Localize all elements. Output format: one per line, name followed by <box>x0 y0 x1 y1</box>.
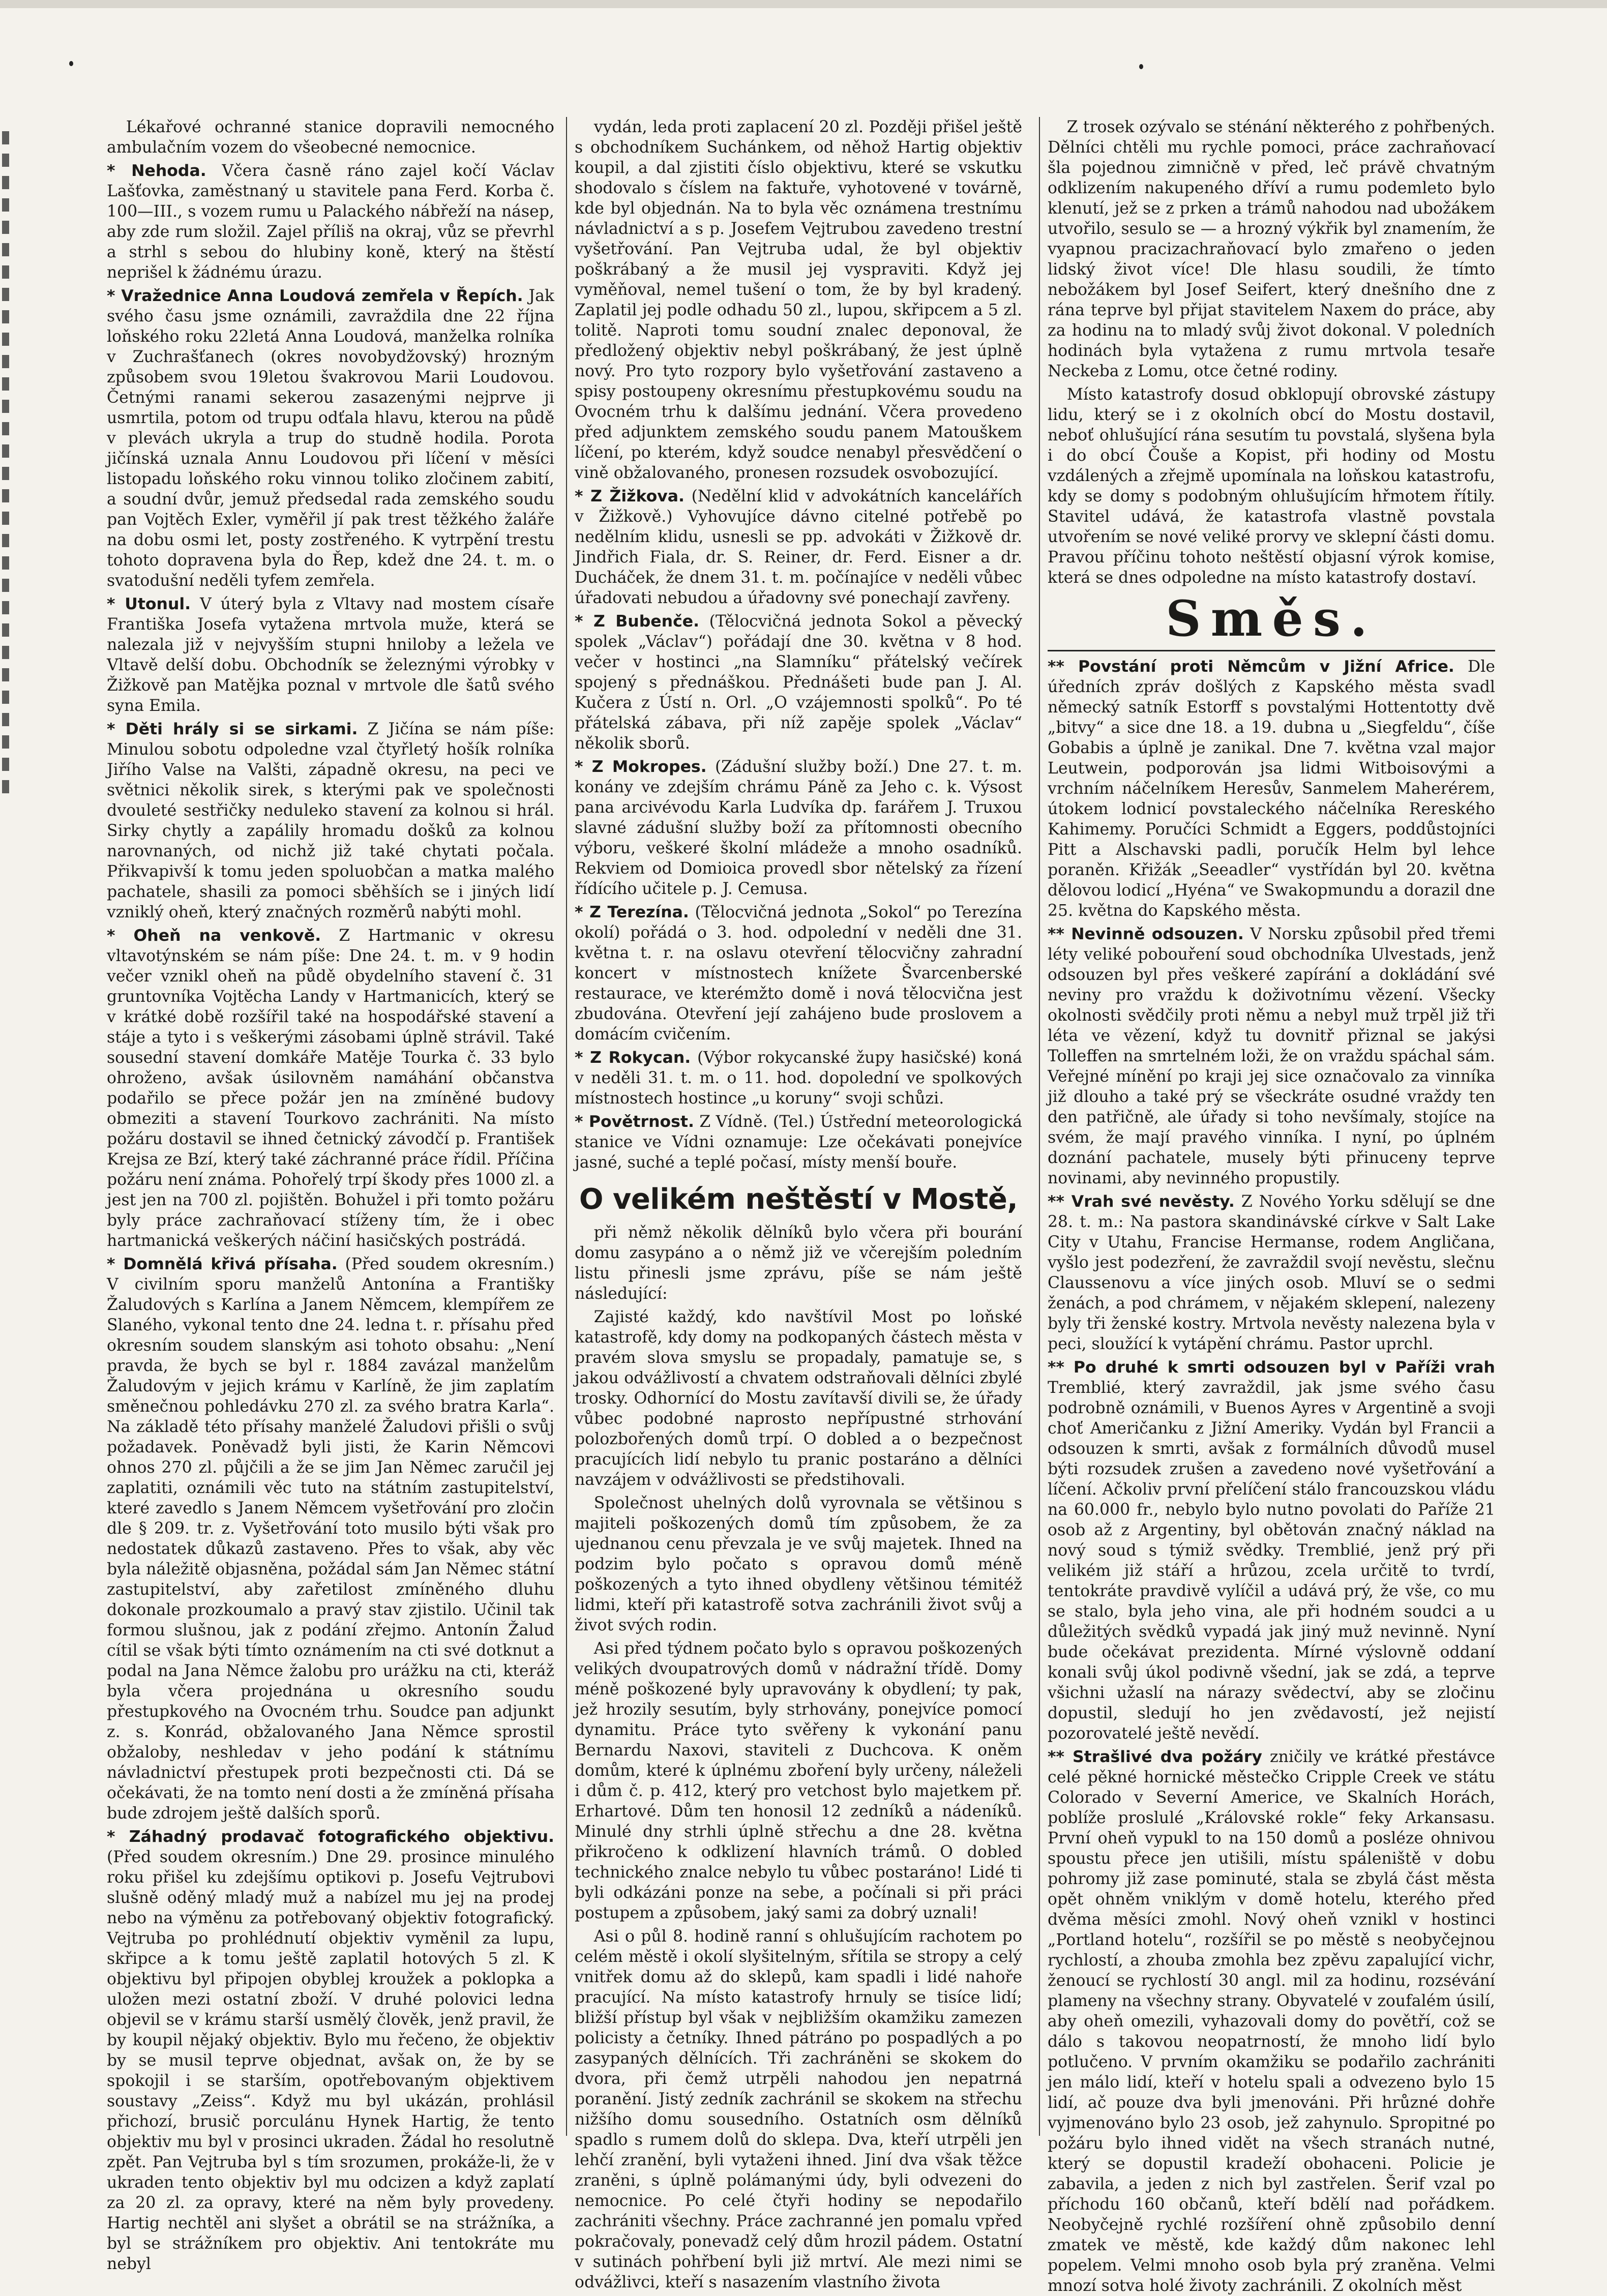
page-speck <box>1139 64 1143 69</box>
news-item <box>107 719 554 922</box>
news-item-body: V Norsku způsobil před třemi léty veliké pobouření soud obchodníka Ulvestads, jenž odsouzen byl přes veškeré zapírání a dokládání své neviny pro vraždu k doživotnímu vězení. Všecky okolnosti svědčily proti němu a nebyl muž trpěl již tři léta ve vězení, když tu dovnitř přiznal se jakýsi Tolleffen na smrtelném loži, že on vraždu spáchal sám. Veřejné mínění po kraji jej sice označovalo za vinníka již dlouho a také prý se všeckráte osudné vraždy ten den patřičně, ale úřady si toho nevšímaly, stojíce na svém, že mají pravého vinníka. I nyní, po úplném doznání pachatele, musely býti přinuceny teprve novinami, aby nevinného propustily. <box>1048 925 1495 1187</box>
news-item-body: (Tělocvičná jednota „Sokol“ po Terezína okolí) pořádá o 3. hod. odpolední v neděli dne 31. května t. r. na oslavu otevření tělocvičny zahradní koncert v místnostech knížete Švarcenberské restaurace, ve kterémžto domě i nová tělocvična jest zbudována. Otevření její zahájeno bude proslovem a domácím cvičením. <box>575 903 1023 1043</box>
news-item <box>575 1307 1022 1490</box>
news-item-body: Z Vídně. (Tel.) Ústřední meteorologická stanice ve Vídni oznamuje: Lze očekávati ponejvíce jasné, suché a teplé počasí, místy menší bouře. <box>575 1113 1022 1172</box>
column-rule <box>566 117 567 2136</box>
edge-mark <box>2 556 9 570</box>
news-item-body: V úterý byla z Vltavy nad mostem císaře Františka Josefa vytažena mrtvola muže, která se nalezala již v nejvyšším stupni hniloby a ležela ve Vltavě delší dobu. Obchodník se železnými výrobky v Žižkově pan Matějka poznal v mrtvole dle šatů svého syna Emila. <box>107 595 554 715</box>
news-item-heading: * Vražednice Anna Loudová zemřela v Řepích. <box>107 287 523 305</box>
news-item-body: Společnost uhelných dolů vyrovnala se většinou s majiteli poškozených domů tím způsobem, že za ujednanou cenu převzala je ve svůj majetek. Ihned na podzim bylo počato s opravou domů méně poškozených a tyto ihned obydleny většinou témitéž lidmi, kteří při katastrofě sotva zachránili život svůj a život svých rodin. <box>575 1494 1022 1634</box>
article-headline: O velikém neštěstí v Mostě, <box>579 1183 1018 1216</box>
news-item <box>1048 657 1495 921</box>
edge-mark <box>2 489 9 502</box>
news-item-heading: * Z Mokropes. <box>575 758 707 776</box>
news-item-heading: * Oheň na venkově. <box>107 927 321 945</box>
news-item-body: zničily ve krátké přestávce celé pěkné hornické městečko Cripple Creek ve státu Colorado v Severní Americe, ve Skalních Horách, poblíže proslulé „Královské rokle“ feky Arkansasu. První oheň vypukl to na 150 domů a posléze ohnivou spoustu přece jen utišili, místu spáleniště v dobu pohromy již zase pominuté, stala se zbylá část města opět ohněm vniklým v domě hotelu, kterého před dvěma měsíci zmohl. Nový oheň vznikl v hostinci „Portland hotelu“, rozšířil se po městě s neobyčejnou rychlostí, a zhouba zmohla bez zpěvu zapalující vichr, ženoucí se rychlostí 30 angl. mil za hodinu, rozsévání plameny na všechny strany. Obyvatelé v zoufalém úsilí, aby oheň omezili, vyhazovali domy do povětří, což se dálo s takovou neopatrností, že mnoho lidí bylo potlučeno. V prvním okamžiku se podařilo zachrániti jen málo lidí, kteří v hotelu spali a odvezeno bylo 15 lidí, ač pouze dva byli jmenováni. Při hrůzné dohře vyjmenováno bylo 23 osob, jež zahynulo. Spropitné po požáru bylo ihned vidět na všech stranách nutné, který se dopustil kradeží obohaceni. Policie je zabavila, a jeden z nich byl zastřelen. Šerif vzal po příchodu 160 občanů, kteří bdělí nad pořádkem. Neobyčejně rychlé rozšíření ohně způsobilo denní zmatek ve městě, kde každý dům nakonec lehl popelem. Velmi mnoho osob byla prý zraněna. Velmi mnozí sotva holé životy zachránili. Z okolních měst <box>1048 1748 1496 2295</box>
news-item <box>575 1222 1022 1304</box>
news-item-body: Zajisté každý, kdo navštívil Most po loňské katastrofě, kdy domy na podkopaných částech města v pravém slova smyslu se propadaly, pamatuje se, s jakou odvážlivostí a chvatem odstraňovali dělníci zbylé trosky. Odhornící do Mostu zavítavší divili se, že úřady vůbec podobné naprosto nepřípustné strhování polozbořených domů trpí. O dobled a o bezpečnost pracujících lidí nebylo tu pranic postaráno a dělníci navzájem v odvážlivosti se předstihovali. <box>575 1308 1022 1489</box>
edge-mark <box>2 422 9 435</box>
news-item <box>107 926 554 1251</box>
news-item-body: Z trosek ozývalo se sténání některého z pohřbených. Dělníci chtěli mu rychle pomoci, práce zachraňovací šla pojednou zimničně v před, leč právě chvatným odklizením nakupeného dříví a rumu podemleto bylo klenutí, jež se z prken a trámů nahodou nad ubožákem utvořilo, sesulo se — a hrozný výkřik byl znamením, že vyapnou pracizachraňovací bylo zmařeno o jeden lidský život více! Dle hlasu soudili, že tímto nebožákem byl Josef Seifert, který dnešního dne z rána teprve byl přijat stavitelem Naxem do práce, aby za hodinu na to mladý svůj život dokonal. V poledních hodinách byla vytažena z rumu mrtvola tesaře Neckeba z Lomu, otce četné rodiny. <box>1048 118 1495 380</box>
news-item-body: (Nedělní klid v advokátních kancelářích v Žižkově.) Vyhovujíce dávno citelné potřebě po nedělním klidu, usnesli se pp. advokáti v Žižkově dr. Jindřich Fiala, dr. S. Reiner, dr. Ferd. Eisner a dr. Ducháček, že dnem 31. t. m. počínajíce v neděli vůbec úřadovati nebudou a úřadovny své ponechají zavřeny. <box>575 487 1022 607</box>
news-item-heading: * Nehoda. <box>107 162 206 180</box>
column-rule <box>1039 117 1040 2136</box>
news-item <box>107 117 554 158</box>
news-item-body: Asi o půl 8. hodině ranní s ohlušujícím rachotem po celém městě i okolí slyšitelným, sřítila se stropy a celý vnitřek domu až do sklepů, kam spadli i lidé nahoře pracující. Na místo katastrofy hrnuly se tisíce lidí; bližší přístup byl však v nejbližším okamžiku zamezen policisty a četníky. Ihned pátráno po pospadlých a po zasypaných dělnících. Tři zachráněni se skokem do dvora, při čemž utrpěli nahodou jen nepatrná poranění. Jistý zedník zachránil se skokem na střechu nižšího domu sousedního. Ostatních osm dělníků spadlo s rumem dolů do sklepa. Dva, kteří utrpěli jen lehčí zranění, byli vytaženi ihned. Jiní dva však těžce zraněni, s úplně polámanými údy, byli odvezeni do nemocnice. Po celé čtyři hodiny se nepodařilo zachrániti všechny. Práce zachranné jen pomalu vpřed pokračovaly, ponevadž celý dům hrozil pádem. Ostatní v sutinách pohřbení byli již mrtví. Ale mezi nimi se odvážlivci, kteří s nasazením vlastního života <box>575 1927 1022 2291</box>
news-item-body: Místo katastrofy dosud obklopují obrovské zástupy lidu, který se i z okolních obcí do Mostu dostavil, neboť ohlušující rána sesutím tu povstalá, slyšena byla i do obcí Čouše a Kopist, při hodiny od Mostu vzdálených a zřejmě upomínala na loňskou katastrofu, kdy se domy s podobným ohlušujícím hřmotem řítily. Stavitel udává, že katastrofa vlastně povstala utvořením se nové veliké prorvy ve sklepní části domu. Pravou příčinu tohoto neštěstí objasní výrok komise, která se dnes odpoledne na místo katastrofy dostaví. <box>1048 385 1495 587</box>
news-item-body: vydán, leda proti zaplacení 20 zl. Později přišel ještě s obchodníkem Suchánkem, od něhož Hartig objektiv koupil, a dal zjistiti číslo objektivu, které se vskutku shodovalo s číslem na faktuře, vyhotovené v továrně, kde byl objednán. Na to byla věc oznámena trestnímu návladnictví a s p. Josefem Vejtrubou zavedeno trestní vyšetřování. Pan Vejtruba udal, že byl objektiv poškrábaný a že musil jej vyspraviti. Když jej vyměňoval, nemel tušení o tom, že by byl kradený. Zaplatil jej podle odhadu 50 zl., lupou, skřipcem a 5 zl. tolitě. Naproti tomu soudní znalec deponoval, že předložený objektiv nebyl poškrábaný, že jest úplně nový. Pro tyto rozpory bylo vyšetřování zastaveno a spisy postoupeny okresnímu přestupkovému soudu na Ovocném trhu k dalšímu jednání. Včera provedeno před adjunktem zemského soudu panem Matouškem líčení, po kterém, když soudce nenabyl přesvědčení o vině obžalovaného, pronesen rozsudek osvobozující. <box>575 118 1022 482</box>
news-item <box>1048 384 1495 588</box>
news-item <box>1048 117 1495 381</box>
section-heading-smes: Směs. <box>1166 590 1377 647</box>
news-item-heading: * Záhadný prodavač fotografického objektivu. <box>107 1828 554 1846</box>
edge-mark <box>2 668 9 681</box>
news-item-body: (Před soudem okresním.) Dne 29. prosince minulého roku přišel ku zdejšímu optikovi p. Josefu Vejtrubovi slušně oděný mladý muž a nabízel mu jej na prodej nebo na výměnu za potřebovaný objektiv fotografický. Vejtruba po prohlédnutí objektiv vyměnil za lupu, skřipce a k tomu ještě zaplatil hotových 5 zl. K objektivu byl připojen obyblej kroužek a poklopka a uložen mezi ostatní zboží. V druhé polovici ledna objevil se v krámu starší usmělý člověk, jenž pravil, že by koupil nějaký objektiv. Bylo mu řečeno, že objektiv by se musil teprve objednat, avšak on, že by se spokojil i se starším, opotřebovaným objektivem soustavy „Zeiss“. Když mu byl ukázán, prohlásil přichozí, brusič porculánu Hynek Hartig, že tento objektiv mu byl v prosinci ukraden. Žádal ho resolutně zpět. Pan Vejtruba byl s tím srozumen, prokáže-li, že v ukraden tento objektiv byl mu odcizen a když zaplatí za 20 zl. za opravy, které na něm byly provedeny. Hartig nechtěl ani slyšet a obrátil se na strážníka, a byl se strážníkem pro objektiv. Ani tentokráte mu nebyl <box>107 1848 554 2273</box>
news-item-body: Jak svého času jsme oznámili, zavraždila dne 22 října loňského roku 22letá Anna Loudová, manželka rolníka v Zuchrašťanech (okres novobydžovský) hrozným způsobem svou 19letou švakrovou Marii Loudovou. Četnými ranami sekerou zasazenými nejprve ji usmrtila, potom od trupu odťala hlavu, kterou na půdě v plevách ukryla a trup do studně hodila. Porota jičínská uznala Annu Loudovou při líčení v měsíci listopadu loňského roku vinnou toliko zločinem zabití, a soudní dvůr, jemuž předsedal rada zemského soudu pan Vojtěch Exler, vyměřil jí pak trest těžkého žaláře na dobu osmi let, posty zostřeného. K vytrpění trestu tohoto dopravena byla do Řep, kdež dne 24. t. m. o svatodušní neděli tyfem zemřela. <box>107 287 554 590</box>
edge-mark <box>2 780 9 793</box>
news-item <box>575 757 1022 899</box>
edge-mark <box>2 691 9 704</box>
news-item <box>107 1254 554 1824</box>
edge-mark <box>2 623 9 637</box>
news-item-body: Tremblié, který zavraždil, jak jsme svého času podrobně oznámili, v Buenos Ayres v Argentině a svoji choť Američanku z Jižní Ameriky. Vydán byl Francii a odsouzen k smrti, avšak z formálních důvodů musel býti rozsudek zrušen a zavedeno nové vyšetřování a líčení. Ačkoliv první přelíčení stálo francouzskou vládu na 60.000 fr., nebylo bylo nutno povolati do Paříže 21 osob až z Argentiny, byl obětován značný náklad na nový soud s týmiž svědky. Tremblié, jenž prý při velikém již stáří a hrůzou, zcela určitě to tvrdí, tentokráte pravdivě vylíčil a udává prý, že vše, co mu se stalo, byla jeho vina, ale při hodném soudci a u důležitých svědků vypadá jak jiný muž nevinně. Nyní bude očekávat prezidenta. Mírné výslovně oddaní konali svůj úkol podivně všední, jak se zdá, a teprve všichni užaslí na nárazy svědectví, aby se zločinu dopustil, sledují ho jen zvědavostí, jež nejistí pozorovatelé ještě nevědí. <box>1048 1379 1495 1743</box>
news-item-body: (Před soudem okresním.) V civilním sporu manželů Antonína a Františky Žaludových s Karlína a Janem Němcem, klempířem ze Slaného, vykonal tento dne 24. ledna t. r. přísahu před okresním soudem slanským asi tohoto obsahu: „Není pravda, že bych se byl r. 1884 zavázal manželům Žaludovým v jejich krámu v Karlíně, že jim zaplatím směnečnou pohledávku 270 zl. za svého bratra Karla“. Na základě této přísahy manželé Žaludovi přišli o svůj požadavek. Poněvadž byli jisti, že Karin Němcovi ohnos 270 zl. půjčili a že se jim Jan Němec zaručil jej zaplatiti, oznámili věc tuto na státním zastupitelství, které zavedlo s Janem Němcem vyšetřování pro zločin dle § 209. tr. z. Vyšetřování toto musilo býti však pro nedostatek důkazů zastaveno. Přes to však, aby věc byla náležitě objasněna, požádal sám Jan Němec státní zastupitelství, aby zařetilost zmíněného dluhu dokonale prozkoumalo a pravý stav zjistilo. Učinil tak formou slušnou, jak z podání zřejmo. Antonín Žalud cítil se však býti tímto oznámením na cti své dotknut a podal na Jana Němce žalobu pro urážku na cti, kteráž byla včera projednána u okresního soudu přestupkového na Ovocném trhu. Soudce pan adjunkt z. s. Konrád, obžalovaného Jana Němce sprostil obžaloby, neshledav v jeho podání k státnímu návladnictví přestupek proti bezpečnosti cti. Dá se očekávati, že na tomto není dosti a že zmíněná přísaha bude zdrojem ještě dalších sporů. <box>107 1255 555 1823</box>
news-item-heading: ** Nevinně odsouzen. <box>1048 925 1244 943</box>
news-item <box>575 902 1022 1045</box>
news-item <box>575 117 1022 483</box>
edge-mark <box>2 355 9 368</box>
news-item-body: (Zádušní služby boží.) Dne 27. t. m. konány ve zdejším chrámu Páně za Jeho c. k. Výsost pana arcivévodu Karla Ludvíka dp. farářem J. Truxou slavné zádušní služby boží za přítomnosti obecního výboru, veškeré školní mládeže a mnoho osadníků. Rekviem od Domioica provedl sbor nětelský za řízení řídícího učitele p. J. Cemusa. <box>575 758 1022 898</box>
left-edge-fragment <box>0 122 15 834</box>
edge-mark <box>2 243 9 256</box>
newspaper-column-3 <box>1048 117 1496 2295</box>
edge-mark <box>2 310 9 323</box>
news-item <box>575 611 1022 754</box>
news-item-heading: * Z Žižkova. <box>575 487 685 505</box>
news-item <box>1048 1747 1495 2296</box>
news-item-heading: ** Vrah své nevěsty. <box>1048 1192 1235 1211</box>
news-item-body: při němž několik dělníků bylo včera při bourání domu zasypáno a o němž již ve včerejším poledním listu přinesli jsme zprávu, píše se nám ještě následující: <box>575 1224 1022 1303</box>
news-item <box>1048 924 1495 1188</box>
news-item <box>575 1112 1022 1173</box>
news-item-body: Asi před týdnem počato bylo s opravou poškozených velikých dvoupatrových domů v nádražní třídě. Domy méně poškozené byly upravovány k obydlení; ty pak, jež hrozily sesutím, byly strhovány, ponejvíce pomocí dynamitu. Práce tyto svěřeny k vykonání panu Bernardu Naxovi, staviteli z Duchcova. K oněm domům, které k úplnému zboření byly určeny, náleželi i dům č. p. 412, který pro vetchost bylo majetkem př. Erhartové. Dům ten honosil 12 zedníků a nádeníků. Minulé dny strhli úplně střechu a dne 28. května přikročeno k odklizení hlavních trámů. O dobled technického znalce nebylo tu vůbec postaráno! Lidé ti byli odkázáni ponze na sebe, a počínali si při práci postupem a způsobem, jaký sami za dobrý uznali! <box>575 1639 1022 1922</box>
news-item-body: Z Nového Yorku sdělují se dne 28. t. m.: Na pastora skandinávské církve v Salt Lake City v Utahu, Francise Hermanse, rodem Angličana, vyšlo jest podezření, že zavraždil svojí nevěstu, slečnu Claussenovu a více jiných osob. Mluví se o sedmi ženách, a pod chrámem, v nějakém sklepení, nalezeny byly tři ženské kostry. Mrtvola nevěsty nalezena byla v peci, sloužící k vytápění chrámu. Pastor uprchl. <box>1048 1192 1495 1353</box>
news-item <box>107 1827 554 2274</box>
news-item <box>575 1926 1022 2292</box>
edge-mark <box>2 198 9 212</box>
edge-mark <box>2 265 9 279</box>
edge-mark <box>2 601 9 614</box>
page-top-edge <box>0 0 1607 8</box>
news-item-body: (Tělocvičná jednota Sokol a pěvecký spolek „Václav“) pořádají dne 30. května v 8 hod. večer v hostinci „na Slamníku“ přátelský večírek spojený s přednáškou. Přednášeti bude pan J. Al. Kučera z Ústí n. Orl. „O vzájemnosti spolků“. Po té přátelská zábava, při níž zapěje spolek „Václav“ několik sborů. <box>575 612 1023 753</box>
news-item-heading: ** Povstání proti Němcům v Jižní Africe. <box>1048 658 1454 676</box>
edge-mark <box>2 512 9 525</box>
news-item-heading: ** Po druhé k smrti odsouzen byl v Paříži vrah <box>1048 1358 1495 1377</box>
news-item-heading: * Povětrnost. <box>575 1113 694 1131</box>
newspaper-column-2 <box>575 117 1023 2291</box>
edge-mark <box>2 534 9 547</box>
edge-mark <box>2 713 9 726</box>
edge-mark <box>2 131 9 144</box>
news-item <box>575 1493 1022 1635</box>
news-item-heading: * Z Rokycan. <box>575 1049 691 1067</box>
news-item-heading: * Domnělá křivá přísaha. <box>107 1255 338 1273</box>
edge-mark <box>2 758 9 771</box>
edge-mark <box>2 377 9 391</box>
edge-mark <box>2 467 9 480</box>
news-item-body: Z Hartmanic v okresu vltavotýnském se nám píše: Dne 24. t. m. v 9 hodin večer vznikl oheň na půdě obydelního stavení č. 31 gruntovníka Vojtěcha Landy v Hartmanicích, který se v krátké době rozšířil také na hospodářské stavení a stáje a tyto i s veškerými zásobami úplně strávil. Také sousední stavení domkáře Matěje Tourka č. 33 bylo ohroženo, avšak úsilovněm namáhání občanstva podařilo se přece požár jen na zmíněné budovy obmeziti a stavení Tourkovo zachrániti. Na místo požáru dostavil se ihned četnický závodčí p. František Krejsa ze Bzí, který také záchranné práce řídil. Příčina požáru není známa. Pohořelý trpí škody přes 1000 zl. a jest jen na 700 zl. pojištěn. Bohužel i při tomto požáru byly práce zachraňovací stíženy tím, že i obec hartmanická veškerých náčiní hasičských postrádá. <box>107 927 554 1250</box>
news-item-body: Z Jičína se nám píše: Minulou sobotu odpoledne vzal čtyřletý hošík rolníka Jiřího Valse na Valšti, západně okresu, na peci ve světnici několik sirek, s kterými pak ve společnosti dvouleté sestřičky neduleko stavení za kolnou si hrál. Sirky chytly a zapálily hromadu došků za kolnou narovnaných, od nichž již také chytati počala. Přikvapivší k tomu jeden spoluobčan a matka malého pachatele, shasili za pomoci sběhších se i jiných lidí vzniklý oheň, který značných rozměrů nabýti mohl. <box>107 720 554 921</box>
news-item-body: Včera časně ráno zajel kočí Václav Lašťovka, zaměstnaný u stavitele pana Ferd. Korba č. 100—III., s vozem rumu u Palackého nábřeží na násep, aby zde rum složil. Zajel příliš na okraj, vůz se převrhl a strhl s sebou do hlubiny koně, který na štěstí neprišel k žádnému úrazu. <box>107 162 554 282</box>
news-item-body: Lékařové ochranné stanice dopravili nemocného ambulačním vozem do všeobecné nemocnice. <box>107 118 554 157</box>
edge-mark <box>2 221 9 234</box>
news-item <box>107 161 554 283</box>
edge-mark <box>2 735 9 749</box>
news-item <box>575 486 1022 608</box>
news-item <box>1048 1357 1495 1744</box>
edge-mark <box>2 154 9 167</box>
edge-mark <box>2 400 9 413</box>
news-item <box>1048 1191 1495 1354</box>
news-item-body: (Výbor rokycanské župy hasičské) koná v neděli 31. t. m. o 11. hod. dopolední ve spolkových místnostech hostince „u koruny“ svoji schůzi. <box>575 1049 1023 1108</box>
edge-mark <box>2 288 9 301</box>
news-item-heading: * Z Bubenče. <box>575 612 700 631</box>
edge-mark <box>2 444 9 458</box>
edge-mark <box>2 646 9 659</box>
news-item <box>575 1638 1022 1923</box>
page-speck <box>69 61 73 66</box>
news-item-heading: * Z Terezína. <box>575 903 689 921</box>
news-item <box>107 594 554 716</box>
news-item <box>107 286 554 591</box>
news-item-heading: * Utonul. <box>107 595 191 613</box>
news-item-heading: ** Strašlivé dva požáry <box>1048 1748 1262 1766</box>
news-item-heading: * Děti hrály si se sirkami. <box>107 720 358 738</box>
newspaper-column-1 <box>107 117 555 2273</box>
edge-mark <box>2 176 9 189</box>
edge-mark <box>2 579 9 592</box>
edge-mark <box>2 333 9 346</box>
section-rule <box>1048 650 1495 651</box>
news-item-body: Dle úředních zpráv došlých z Kapského města svadl německý satník Estorff s povstalými Hottentotty dvě „bitvy“ a sice dne 18. a 19. dubna u „Siegfeldu“, číše Gobabis a úplně je zanikal. Dne 7. května vzal major Leutwein, podporován jsa lidmi Witboisovými a vrchním náčelníkem Heresův, Sanmelem Maherérem, útokem lodnicí povstaleckého náčelníka Rereského Kahimemy. Poručíci Schmidt a Eggers, poddůstojníci Pitt a Alschavski padli, poručík Helm byl lehce poraněn. Křižák „Seeadler“ vystřídán byl 20. května dělovou lodicí „Hyéna“ ve Swakopmundu a dorazil dne 25. května do Kapského města. <box>1048 658 1495 920</box>
news-item <box>575 1048 1022 1109</box>
